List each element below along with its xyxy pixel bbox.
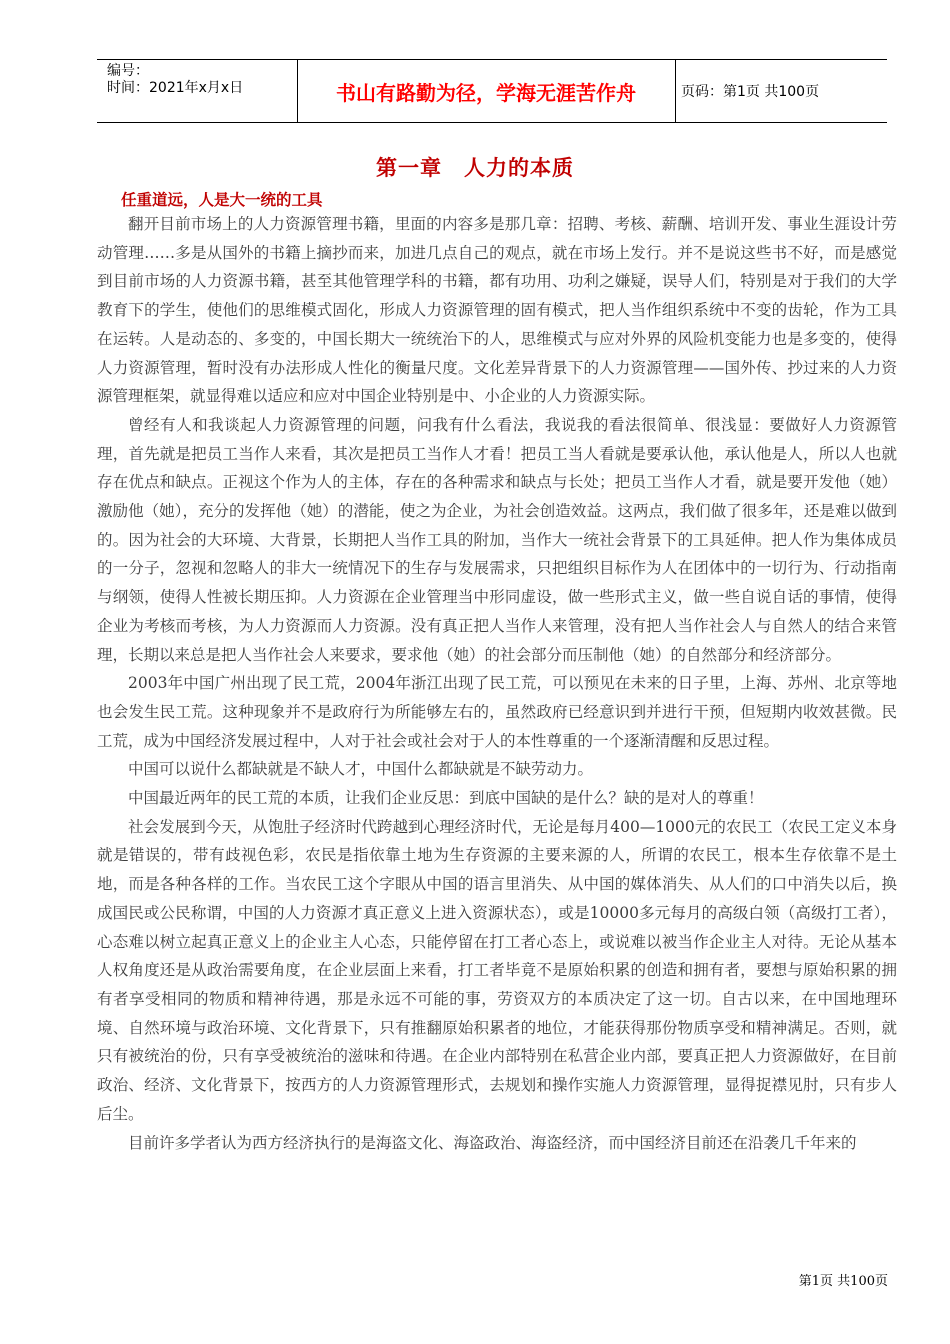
paragraph: 社会发展到今天，从饱肚子经济时代跨越到心理经济时代，无论是每月400—1000元的农民工（农民工定义本身就是错误的，带有歧视色彩，农民是指依靠土地为生存资源的主要来源的人，所谓的农民工，根本生存依靠不是土地，而是各种各样的工作。当农民工这个字眼从中国的语言里消失、从中国的媒体消失、从人们的口中消失以后，换成国民或公民称谓，中国的人力资源才真正意义上进入资源状态），或是10000多元每月的高级白领（高级打工者），心态难以树立起真正意义上的企业主人心态，只能停留在打工者心态上，或说难以被当作企业主人对待。无论从基本人权角度还是从政治需要角度，在企业层面上来看，打工者毕竟不是原始积累的创造和拥有者，要想与原始积累的拥有者享受相同的物质和精神待遇，那是永远不可能的事，劳资双方的本质决定了这一切。自古以来，在中国地理环境、自然环境与政治环境、文化背景下，只有推翻原始积累者的地位，才能获得那份物质享受和精神满足。否则，就只有被统治的份，只有享受被统治的滋味和待遇。在企业内部特别在私营企业内部，要真正把人力资源做好，在目前政治、经济、文化背景下，按西方的人力资源管理形式，去规划和操作实施人力资源管理，显得捉襟见肘，只有步人后尘。 — [97, 817, 897, 1123]
paragraph: 中国最近两年的民工荒的本质，让我们企业反思：到底中国缺的是什么？缺的是对人的尊重！ — [128, 789, 764, 808]
time-label: 时间：2021年x月x日 — [107, 80, 244, 96]
section-title: 任重道远，人是大一统的工具 — [121, 191, 323, 209]
paragraph: 翻开目前市场上的人力资源管理书籍，里面的内容多是那几章：招聘、考核、薪酬、培训开发、事业生涯设计劳动管理……多是从国外的书籍上摘抄而来，加进几点自己的观点，就在市场上发行。并不是说这些书不好，而是感觉到目前市场的人力资源书籍，甚至其他管理学科的书籍，都有功用、功利之嫌疑，误导人们，特别是对于我们的大学教育下的学生，使他们的思维模式固化，形成人力资源管理的固有模式，把人当作组织系统中不变的齿轮，作为工具在运转。人是动态的、多变的，中国长期大一统统治下的人，思维模式与应对外界的风险机变能力也是多变的，使得人力资源管理，暂时没有办法形成人性化的衡量尺度。文化差异背景下的人力资源管理——国外传、抄过来的人力资源管理框架，就显得难以适应和应对中国企业特别是中、小企业的人力资源实际。 — [97, 215, 897, 406]
header-page-info: 页码：第1页 共100页 — [681, 84, 820, 100]
paragraph: 目前许多学者认为西方经济执行的是海盗文化、海盗政治、海盗经济，而中国经济目前还在沿袭几千年来的 — [128, 1133, 857, 1152]
number-label: 编号： — [107, 63, 149, 79]
header-meta — [97, 60, 298, 122]
header-motto: 书山有路勤为径，学海无涯苦作舟 — [297, 60, 676, 122]
paragraph: 2003年中国广州出现了民工荒，2004年浙江出现了民工荒，可以预见在未来的日子里，上海、苏州、北京等地也会发生民工荒。这种现象并不是政府行为所能够左右的，虽然政府已经意识到并进行干预，但短期内收效甚微。民工荒，成为中国经济发展过程中，人对于社会或社会对于人的本性尊重的一个逐渐清醒和反思过程。 — [97, 674, 897, 750]
paragraph: 中国可以说什么都缺就是不缺人才，中国什么都缺就是不缺劳动力。 — [128, 760, 594, 779]
chapter-title: 第一章 人力的本质 — [376, 156, 574, 180]
paragraph: 曾经有人和我谈起人力资源管理的问题，问我有什么看法，我说我的看法很简单、很浅显：要做好人力资源管理，首先就是把员工当作人来看，其次是把员工当作人才看！把员工当人看就是要承认他，承认他是人，所以人也就存在优点和缺点。正视这个作为人的主体，存在的各种需求和缺点与长处；把员工当作人才看，就是要开发他（她）激励他（她），充分的发挥他（她）的潜能，使之为企业，为社会创造效益。这两点，我们做了很多年，还是难以做到的。因为社会的大环境、大背景，长期把人当作工具的附加，当作大一统社会背景下的工具延伸。把人作为集体成员的一分子，忽视和忽略人的非大一统情况下的生存与发展需求，只把组织目标作为人在团体中的一切行为、行动指南与纲领，使得人性被长期压抑。人力资源在企业管理当中形同虚设，做一些形式主义，做一些自说自话的事情，使得企业为考核而考核，为人力资源而人力资源。没有真正把人当作人来管理，没有把人当作社会人与自然人的结合来管理，长期以来总是把人当作社会人来要求，要求他（她）的社会部分而压制他（她）的自然部分和经济部分。 — [97, 415, 897, 664]
body-text — [97, 210, 897, 1157]
page-footer: 第1页 共100页 — [798, 1274, 888, 1289]
page-header — [97, 59, 887, 123]
